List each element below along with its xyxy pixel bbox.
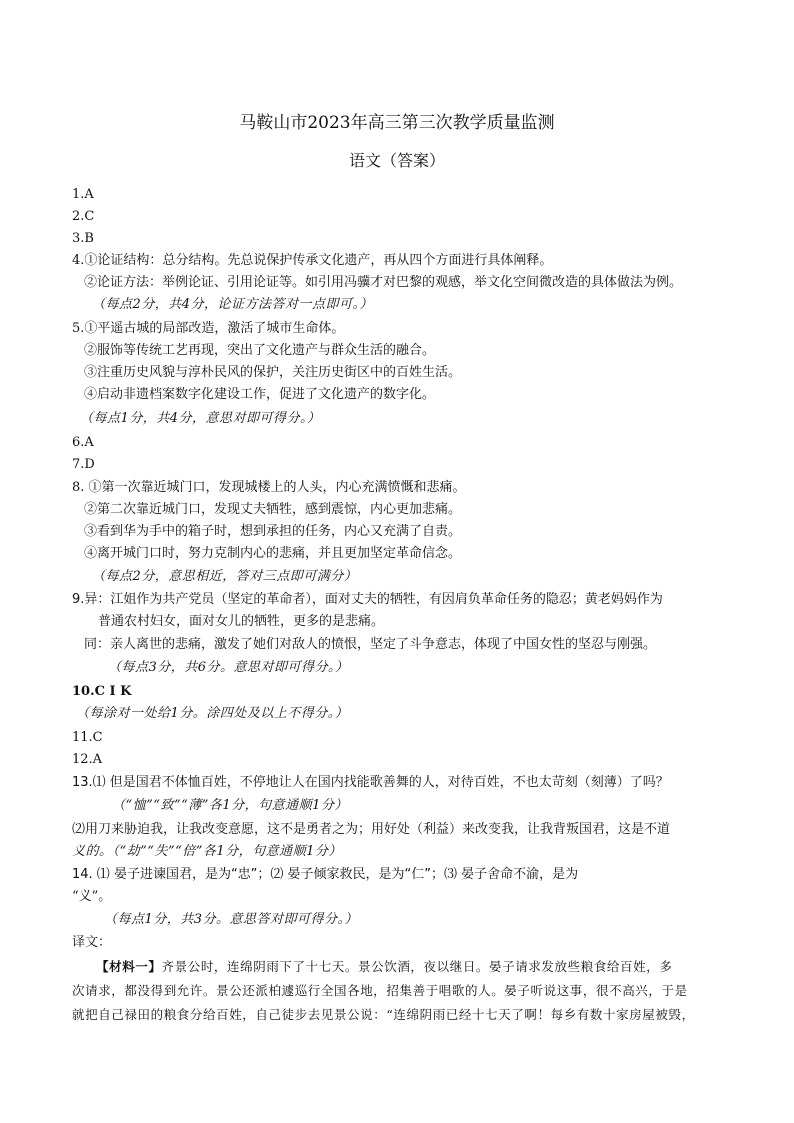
answer-9-similarity: 同：亲人离世的悲痛，激发了她们对敌人的愤恨，坚定了斗争意志，体现了中国女性的坚忍与刚强。 xyxy=(84,637,657,652)
material-1-label: 【材料一】 xyxy=(96,959,162,974)
answer-13-1: 13.⑴ 但是国君不体恤百姓，不停地让人在国内找能歌善舞的人，对待百姓，不也太苛刻（刻薄）了吗？ xyxy=(72,775,669,790)
page-subtitle: 语文（答案） xyxy=(348,151,445,170)
translation-label: 译文： xyxy=(72,935,112,950)
answer-8-point-3: ③看到华为手中的箱子时，想到承担的任务，内心又充满了自责。 xyxy=(84,524,462,539)
answer-9-difference: 9.异：江姐作为共产党员（坚定的革命者），面对丈夫的牺牲，有因肩负革命任务的隐忍；黄老妈妈作为 xyxy=(72,592,663,607)
answer-5-point-3: ③注重历史风貌与淳朴民风的保护，关注历史街区中的百姓生活。 xyxy=(84,365,462,380)
answer-8-point-1: 8. ①第一次靠近城门口，发现城楼上的人头，内心充满愤慨和悲痛。 xyxy=(72,480,466,495)
material-1-line-1 xyxy=(96,958,672,976)
answer-9-scoring: （每点3分，共6分。意思对即可得分。） xyxy=(108,660,349,675)
answer-5-point-4: ④启动非遗档案数字化建设工作，促进了文化遗产的数字化。 xyxy=(84,387,436,402)
answer-9-difference-cont: 普通农村妇女，面对女儿的牺牲，更多的是悲痛。 xyxy=(98,614,385,629)
answer-4-scoring: （每点2分，共4分，论证方法答对一点即可。） xyxy=(92,297,374,312)
answer-8-point-2: ②第二次靠近城门口，发现丈夫牺牲，感到震惊，内心更加悲痛。 xyxy=(84,502,462,517)
answer-13-2: ⑵用刀来胁迫我，让我改变意愿，这不是勇者之为；用好处（利益）来改变我，让我背叛国君，这是不道 xyxy=(72,822,671,837)
answer-13-1-scoring: （“恤”“致”“薄”各1分，句意通顺1分） xyxy=(112,798,348,813)
answer-4-method: ②论证方法：举例论证、引用论证等。如引用冯骥才对巴黎的观感，举文化空间微改造的具体做法为例。 xyxy=(84,275,683,290)
material-1-line-2: 次请求，都没得到允许。景公还派柏遽巡行全国各地，招集善于唱歌的人。晏子听说这事，很不高兴，于是 xyxy=(72,983,688,998)
page-title: 马鞍山市2023年高三第三次教学质量监测 xyxy=(239,113,555,133)
answer-13-2-cont: 义的。（“劫”“失”“倍”各1分，句意通顺1分） xyxy=(72,844,342,859)
answer-2: 2.C xyxy=(72,209,95,224)
answer-6: 6.A xyxy=(72,435,94,450)
answer-5-scoring: （每点1分，共4分，意思对即可得分。） xyxy=(80,411,321,426)
answer-14-scoring: （每点1分，共3分。意思答对即可得分。） xyxy=(104,912,359,927)
answer-10-scoring: （每涂对一处给1分。涂四处及以上不得分。） xyxy=(76,706,349,721)
answer-8-point-4: ④离开城门口时，努力克制内心的悲痛，并且更加坚定革命信念。 xyxy=(84,546,462,561)
answer-7: 7.D xyxy=(72,457,95,472)
answer-11: 11.C xyxy=(72,730,103,745)
material-1-text: 齐景公时，连绵阴雨下了十七天。景公饮酒，夜以继日。晏子请求发放些粮食给百姓，多 xyxy=(161,959,673,974)
answer-3: 3.B xyxy=(72,231,94,246)
answer-12: 12.A xyxy=(72,752,103,767)
answer-14-cont: “义”。 xyxy=(72,889,112,904)
answer-14: 14. ⑴ 晏子进谏国君，是为“忠”；⑵ 晏子倾家救民，是为“仁”；⑶ 晏子舍命不渝，是为 xyxy=(72,867,579,882)
answer-5-point-2: ②服饰等传统工艺再现，突出了文化遗产与群众生活的融合。 xyxy=(84,343,436,358)
material-1-line-3: 就把自己禄田的粮食分给百姓，自己徒步去见景公说：“连绵阴雨已经十七天了啊！每乡有数十家房屋被毁， xyxy=(72,1007,695,1022)
answer-10: 10.C I K xyxy=(72,684,132,699)
answer-5-point-1: 5.①平遥古城的局部改造，激活了城市生命体。 xyxy=(72,321,345,336)
answer-1: 1.A xyxy=(72,187,94,202)
answer-4-structure: 4.①论证结构：总分结构。先总说保护传承文化遗产，再从四个方面进行具体阐释。 xyxy=(72,253,553,268)
answer-8-scoring: （每点2分，意思相近，答对三点即可满分） xyxy=(92,569,358,584)
